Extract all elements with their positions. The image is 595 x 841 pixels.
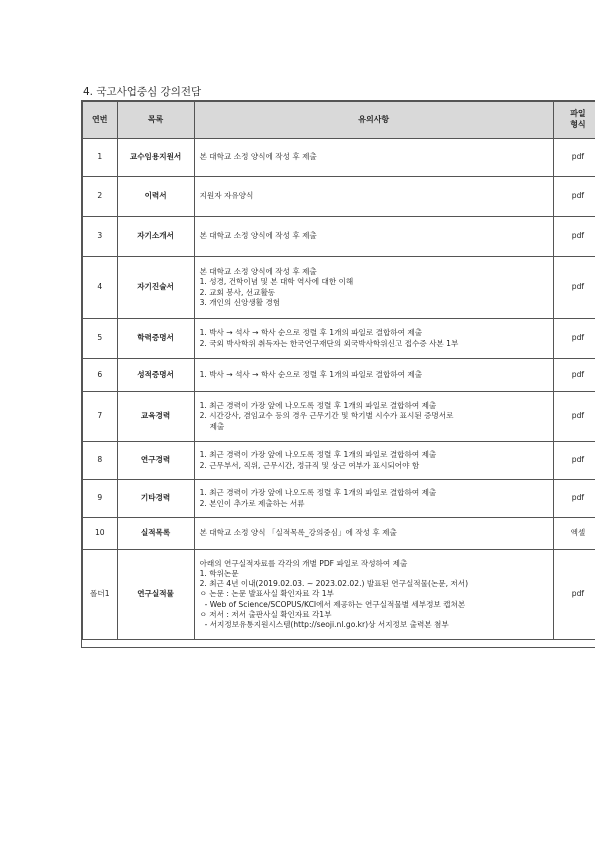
note-line: 1. 박사 → 석사 → 학사 순으로 정렬 후 1개의 파일로 결합하여 제출 [199,328,423,338]
note-line: - 서지정보유통지원시스템(http://seoji.nl.go.kr)상 서지정보 출력본 첨부 [204,620,449,630]
table-row [83,319,595,359]
note-line: 1. 최근 경력이 가장 앞에 나오도록 정렬 후 1개의 파일로 결합하여 제출 [199,488,437,498]
note-line: 본 대학교 소정 양식에 작성 후 제출 [199,267,317,276]
note-line: 1. 학위논문 [199,568,239,578]
row-item: 성적증명서 [117,359,194,392]
row-format: pdf [553,319,595,359]
note-line: 2. 교회 봉사, 선교활동 [199,287,276,297]
row-item: 자기소개서 [117,217,194,257]
header-format [553,102,595,139]
row-format: pdf [553,139,595,177]
row-note [194,359,553,392]
row-item: 연구경력 [117,442,194,480]
row-note [194,319,553,359]
row-note [194,518,553,550]
note-line: 지원자 자유양식 [199,191,254,201]
note-line: 본 대학교 소정 양식에 작성 후 제출 [199,231,317,241]
row-format: pdf [553,550,595,640]
row-format: pdf [553,480,595,518]
row-no: 1 [83,139,118,177]
row-note [194,177,553,217]
note-line: 2. 최근 4년 이내(2019.02.03. ~ 2023.02.02.) 발표된 연구실적물(논문, 저서) [199,579,469,589]
note-line: 본 대학교 소정 양식에 작성 후 제출 [199,152,317,162]
row-no: 6 [83,359,118,392]
header-row [83,102,595,139]
submission-table [82,101,595,640]
row-item: 연구실적물 [117,550,194,640]
note-line: 아래의 연구실적자료를 각각의 개별 PDF 파일로 작성하여 제출 [199,558,408,568]
row-format: pdf [553,217,595,257]
row-format: pdf [553,359,595,392]
table-row [83,359,595,392]
note-line: 본 대학교 소정 양식 「실적목록_강의중심」에 작성 후 제출 [199,528,397,538]
note-line: 1. 박사 → 석사 → 학사 순으로 정렬 후 1개의 파일로 결합하여 제출 [199,369,423,379]
row-note [194,139,553,177]
table-row [83,442,595,480]
row-format: pdf [553,257,595,319]
row-note [194,480,553,518]
row-note [194,257,553,319]
table-row [83,257,595,319]
table-row [83,392,595,442]
note-line: 2. 시간강사, 겸임교수 등의 경우 근무기간 및 학기별 시수가 표시된 증명서로 [199,411,454,421]
table-row [83,518,595,550]
row-format: 엑셀 [553,518,595,550]
header-note: 유의사항 [194,102,553,139]
note-line: 2. 국외 박사학위 취득자는 한국연구재단의 외국박사학위신고 접수증 사본 1부 [199,338,459,348]
table-row [83,480,595,518]
header-item: 목록 [117,102,194,139]
row-note [194,392,553,442]
row-item: 자기진술서 [117,257,194,319]
table-row [83,177,595,217]
row-item: 교육경력 [117,392,194,442]
row-no: 10 [83,518,118,550]
note-line: 제출 [209,421,225,431]
header-format-label: 파일 형식 [570,109,586,129]
note-line: ㅇ 논문 : 논문 발표사실 확인자료 각 1부 [199,589,334,599]
section-title: 4. 국고사업중심 강의전담 [83,86,202,98]
row-format: pdf [553,392,595,442]
row-no: 8 [83,442,118,480]
note-line: 2. 근무부서, 직위, 근무시간, 정규직 및 상근 여부가 표시되어야 함 [199,460,420,470]
note-line: 1. 최근 경력이 가장 앞에 나오도록 정렬 후 1개의 파일로 결합하여 제출 [199,450,437,460]
note-line: - Web of Science/SCOPUS/KCI에서 제공하는 연구실적물별 세부정보 캡쳐본 [204,599,466,609]
note-line: ㅇ 저서 : 저서 출판사실 확인자료 각1부 [199,609,332,619]
row-item: 이력서 [117,177,194,217]
row-no: 폴더1 [83,550,118,640]
row-item: 학력증명서 [117,319,194,359]
note-line: 2. 본인이 추가로 제출하는 서류 [199,498,305,508]
row-no: 4 [83,257,118,319]
row-no: 9 [83,480,118,518]
table-row [83,139,595,177]
row-no: 7 [83,392,118,442]
row-note [194,217,553,257]
header-no: 연번 [83,102,118,139]
row-no: 2 [83,177,118,217]
row-format: pdf [553,442,595,480]
row-item: 실적목록 [117,518,194,550]
table-row [83,550,595,640]
row-note [194,550,553,640]
note-line: 1. 성경, 건학이념 및 본 대학 역사에 대한 이해 [199,277,354,287]
row-no: 5 [83,319,118,359]
row-note [194,442,553,480]
row-no: 3 [83,217,118,257]
row-item: 기타경력 [117,480,194,518]
row-item: 교수임용지원서 [117,139,194,177]
note-line: 1. 최근 경력이 가장 앞에 나오도록 정렬 후 1개의 파일로 결합하여 제출 [199,401,437,411]
note-line: 3. 개인의 신앙생활 경험 [199,297,281,307]
row-format: pdf [553,177,595,217]
table-row [83,217,595,257]
